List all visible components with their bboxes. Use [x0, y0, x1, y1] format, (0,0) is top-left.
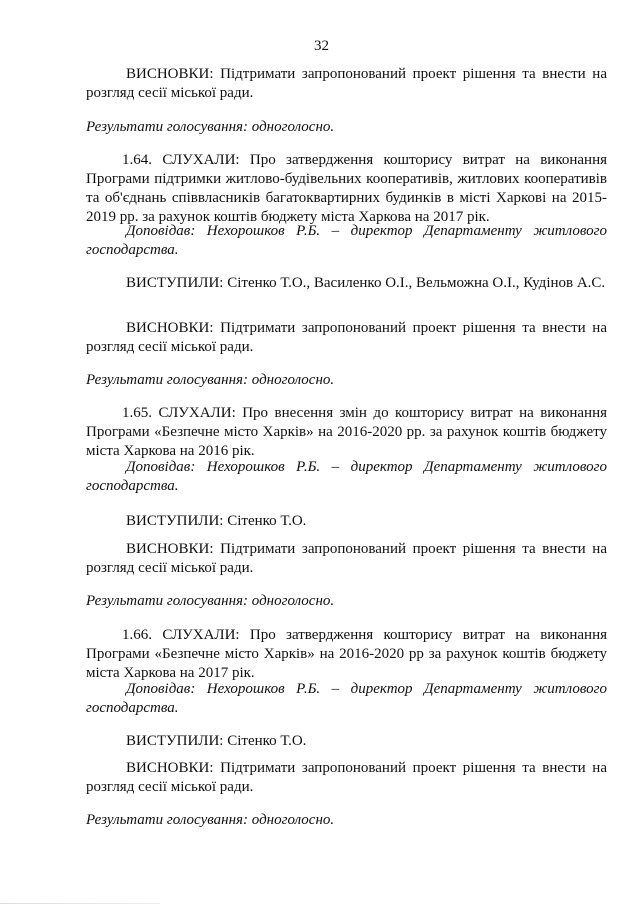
conclusion-text: ВИСНОВКИ: Підтримати запропонований проект рішення та внести на розгляд сесії міської ради. [86, 66, 607, 101]
speaker-item-1-65: Доповідав: Нехорошков Р.Б. – директор Департаменту житлового господарства. [86, 459, 607, 494]
result-item-1-66: Результати голосування: одноголосно. [86, 812, 335, 828]
bottom-scan-edge [0, 903, 160, 904]
conclusion-item-1-65: ВИСНОВКИ: Підтримати запропонований проект рішення та внести на розгляд сесії міської ради. [86, 541, 607, 576]
heard-item-1-64: 1.64. СЛУХАЛИ: Про затвердження кошторису витрат на виконання Програми підтримки житлово-будівельних кооперативів, житлових кооперативів та об'єднань співвласників багатоквартирних будинків в місті Харкові на 2015-2019 рр. за рахунок коштів бюджету міста Харкова на 2017 рік. [86, 152, 607, 225]
voting-result: Результати голосування: одноголосно. [86, 119, 335, 135]
spoke-item-1-65: ВИСТУПИЛИ: Сітенко Т.О. [126, 513, 307, 529]
result-item-1-64: Результати голосування: одноголосно. [86, 372, 335, 388]
spoke-item-1-64: ВИСТУПИЛИ: Сітенко Т.О., Василенко О.І., Вельможна О.І., Кудінов А.С. [126, 275, 606, 291]
page-number: 32 [314, 38, 329, 54]
conclusion-item-1-66: ВИСНОВКИ: Підтримати запропонований проект рішення та внести на розгляд сесії міської ради. [86, 760, 607, 795]
speaker-item-1-64: Доповідав: Нехорошков Р.Б. – директор Департаменту житлового господарства. [86, 223, 607, 258]
conclusion-item-1-64: ВИСНОВКИ: Підтримати запропонований проект рішення та внести на розгляд сесії міської ради. [86, 320, 607, 355]
spoke-item-1-66: ВИСТУПИЛИ: Сітенко Т.О. [126, 733, 307, 749]
speaker-item-1-66: Доповідав: Нехорошков Р.Б. – директор Департаменту житлового господарства. [86, 681, 607, 716]
heard-item-1-65: 1.65. СЛУХАЛИ: Про внесення змін до кошторису витрат на виконання Програми «Безпечне місто Харків» на 2016-2020 рр. за рахунок коштів бюджету міста Харкова на 2016 рік. [86, 405, 607, 459]
result-item-1-65: Результати голосування: одноголосно. [86, 593, 335, 609]
heard-item-1-66: 1.66. СЛУХАЛИ: Про затвердження кошторису витрат на виконання Програми «Безпечне місто Харків» на 2016-2020 рр за рахунок коштів бюджету міста Харкова на 2017 рік. [86, 627, 607, 681]
